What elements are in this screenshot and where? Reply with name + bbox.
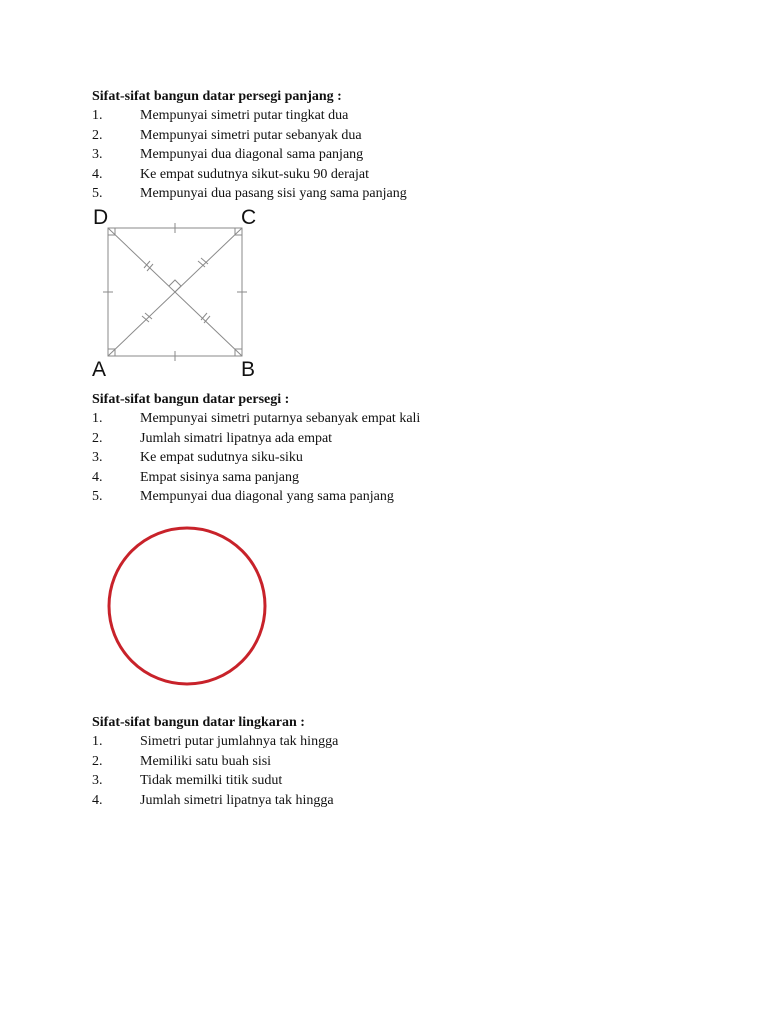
list-item [92, 106, 407, 126]
item-text: Mempunyai simetri putar tingkat dua [140, 108, 349, 123]
item-text: Jumlah simatri lipatnya ada empat [140, 430, 333, 446]
item-text: Mempunyai dua pasang sisi yang sama panjang [140, 186, 407, 201]
item-number: 3. [92, 773, 103, 788]
red-circle [109, 528, 265, 684]
square-properties-section [92, 390, 420, 507]
item-text: Ke empat sudutnya siku-siku [140, 450, 303, 465]
list-item [92, 448, 420, 468]
item-number: 3. [92, 450, 103, 465]
list-item [92, 468, 420, 488]
item-text: Ke empat sudutnya sikut-suku 90 derajat [140, 166, 370, 182]
list-item [92, 165, 407, 185]
item-number: 5. [92, 186, 103, 201]
item-number: 4. [92, 166, 103, 182]
diagonal-tick-upper-right [198, 258, 208, 267]
item-number: 4. [92, 469, 103, 485]
item-text: Mempunyai simetri putar sebanyak dua [140, 127, 362, 143]
circle-diagram [96, 515, 278, 695]
list-item [92, 487, 420, 507]
list-item [92, 791, 338, 811]
item-number: 3. [92, 147, 103, 162]
diagonal-tick-lower-right [201, 313, 210, 323]
circle-properties-heading: Sifat-sifat bangun datar lingkaran : [92, 715, 305, 730]
item-number: 2. [92, 430, 103, 446]
circle-properties-section [92, 713, 338, 810]
vertex-label-a: A [92, 358, 107, 381]
rect-properties-heading: Sifat-sifat bangun datar persegi panjang : [92, 89, 342, 104]
item-text: Mempunyai dua diagonal sama panjang [140, 147, 364, 162]
rect-properties-section [92, 87, 407, 204]
center-right-angle-mark [169, 280, 181, 292]
item-text: Empat sisinya sama panjang [140, 469, 300, 485]
list-item [92, 771, 338, 791]
item-number: 2. [92, 753, 103, 769]
item-number: 5. [92, 489, 103, 504]
list-item [92, 184, 407, 204]
list-item [92, 145, 407, 165]
item-number: 1. [92, 734, 103, 749]
item-number: 2. [92, 127, 103, 143]
diagonal-tick-lower-left [142, 313, 152, 322]
list-item [92, 429, 420, 449]
item-number: 1. [92, 108, 103, 123]
square-properties-heading: Sifat-sifat bangun datar persegi : [92, 392, 290, 407]
item-text: Memiliki satu buah sisi [140, 753, 272, 769]
list-item [92, 732, 338, 752]
list-item [92, 409, 420, 429]
list-item [92, 752, 338, 772]
item-text: Jumlah simetri lipatnya tak hingga [140, 792, 334, 808]
vertex-label-b: B [241, 358, 256, 381]
vertex-label-d: D [93, 206, 109, 229]
item-text: Mempunyai simetri putarnya sebanyak empat kali [140, 411, 421, 426]
vertex-label-c: C [241, 206, 257, 229]
list-item [92, 126, 407, 146]
item-number: 1. [92, 411, 103, 426]
square-diagram [88, 203, 278, 383]
item-text: Simetri putar jumlahnya tak hingga [140, 734, 339, 749]
item-text: Mempunyai dua diagonal yang sama panjang [140, 489, 394, 504]
item-text: Tidak memilki titik sudut [140, 773, 283, 788]
item-number: 4. [92, 792, 103, 808]
